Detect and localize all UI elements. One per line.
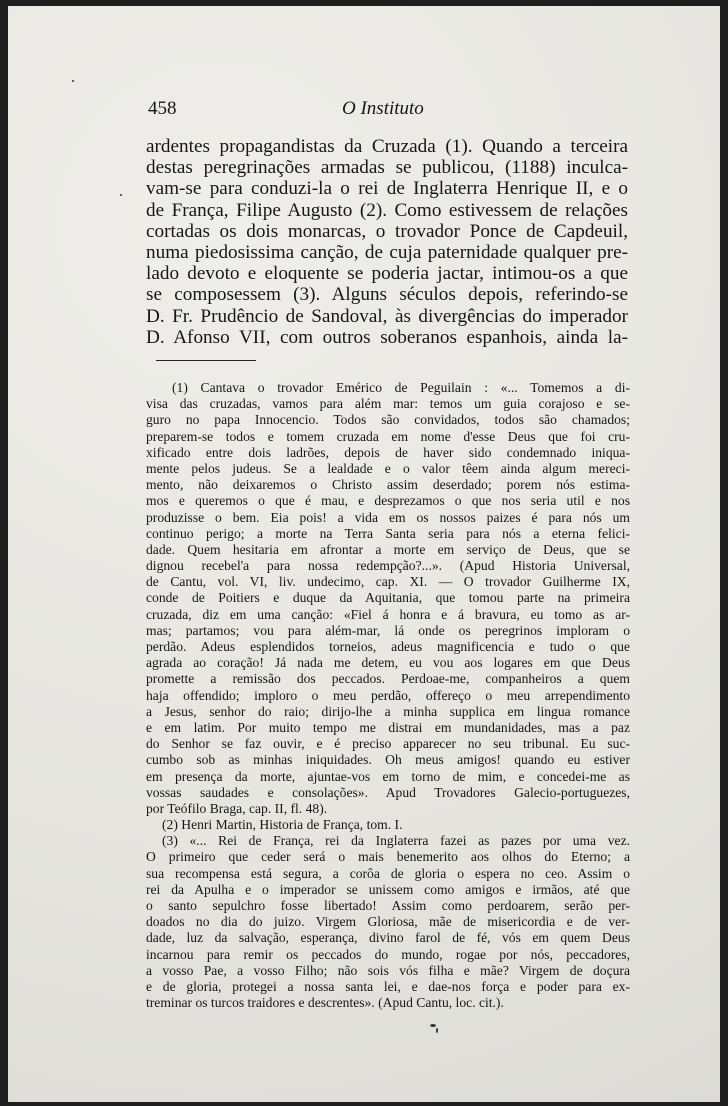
- footnote-line: dade, luz da salvação, esperança, divino farol de fé, vós em quem Deus: [146, 930, 630, 946]
- footnote-line: mos e queremos o que é mau, e desprezamos o que nos seria util e nos: [146, 493, 630, 509]
- footnote-line: haja offendido; imploro o meu perdão, offereço o meu arrependimento: [146, 687, 630, 703]
- footnote-line: por Teófilo Braga, cap. II, fl. 48).: [146, 800, 328, 816]
- body-line: numa piedosissima canção, de cuja paternidade qualquer pre-: [146, 241, 628, 263]
- book-page: [8, 6, 720, 1102]
- footnote-line: continuo perigo; a morte na Terra Santa seria para nós a eterna felici-: [146, 525, 630, 541]
- paper-speck: [72, 80, 74, 82]
- footnote-line: conde de Poitiers e duque da Aquitania, que tomou parte na primeira: [146, 590, 630, 606]
- footnote-line: mas; partamos; vou para além-mar, lá onde os peregrinos imploram o: [146, 622, 630, 638]
- body-line: se composessem (3). Alguns séculos depois, referindo-se: [146, 284, 628, 306]
- footnote-line: guro no papa Innocencio. Todos são convidados, todos são chamados;: [146, 412, 630, 428]
- main-paragraph: [146, 136, 628, 348]
- footnote-line: doados no dia do juizo. Virgem Gloriosa, mãe de misericordia e de ver-: [146, 914, 630, 930]
- footnote-line: visa das cruzadas, vamos para além mar: temos um guia corajoso e se-: [146, 396, 630, 412]
- footnote-line: vossas saudades e consolações». Apud Trovadores Galecio-portuguezes,: [146, 784, 630, 800]
- footnote-line: treminar os turcos traidores e descrentes». (Apud Cantu, loc. cit.).: [146, 995, 504, 1011]
- footnote-line: incarnou para remir os peccados do mundo, rogae por nós, peccadores,: [146, 946, 630, 962]
- footnote-line: (3) «... Rei de França, rei da Inglaterra fazei as pazes por uma vez.: [162, 833, 630, 849]
- footnote-line: agrada ao coração! Já nada me detem, eu vou aos logares em que Deus: [146, 655, 630, 671]
- body-line: lado devoto e eloquente se poderia jactar, intimou-os a que: [146, 263, 628, 285]
- body-line: cortadas os dois monarcas, o trovador Ponce de Capdeuil,: [146, 220, 628, 242]
- footnote-line: e de gloria, protegei a nossa santa lei, e dae-nos força e poder para ex-: [146, 978, 630, 994]
- body-line: destas peregrinações armadas se publicou, (1188) inculca-: [146, 157, 628, 179]
- paper-speck: [120, 194, 122, 196]
- footnote-line: e em latim. Por muito tempo me distrai em mundanidades, mas a paz: [146, 719, 630, 735]
- footnote-line: (2) Henri Martin, Historia de França, tom. I.: [162, 817, 403, 833]
- footnote-line: (1) Cantava o trovador Emérico de Peguilain : «... Tomemos a di-: [172, 380, 630, 395]
- page-header: [146, 98, 636, 122]
- footnote-line: dade. Quem hesitaria em afrontar a morte em serviço de Deus, que se: [146, 541, 630, 557]
- body-line: D. Afonso VII, com outros soberanos espanhois, ainda la-: [146, 326, 628, 348]
- footnote-line: rei da Apulha e o imperador se unissem como amigos e irmãos, até que: [146, 881, 630, 897]
- body-line: D. Fr. Prudêncio de Sandoval, às divergências do imperador: [146, 305, 628, 327]
- paper-speck: [436, 1028, 438, 1033]
- footnote-line: produzisse o bem. Eia pois! a vida em os nossos paizes é para nós um: [146, 509, 630, 525]
- footnote-separator: [156, 360, 256, 361]
- paper-speck: [430, 1024, 436, 1027]
- footnote-line: perdão. Adeus esplendidos torneios, adeus magnificencia e tudo o que: [146, 639, 630, 654]
- body-line: vam-se para conduzi-la o rei de Inglaterra Henrique II, e o: [146, 178, 628, 200]
- footnote-line: sua recompensa está segura, a corôa de gloria o espera no ceo. Assim o: [146, 865, 630, 881]
- footnote-line: cumbo sob as minhas iniquidades. Oh meus amigos! quando eu estiver: [146, 752, 630, 768]
- running-title: O Instituto: [342, 98, 424, 119]
- footnote-line: a Jesus, senhor do raio; dirijo-lhe a minha supplica em lingua romance: [146, 703, 630, 719]
- footnotes: [146, 380, 630, 1011]
- footnote-line: cruzada, diz em uma canção: «Fiel á honra e á bravura, eu tomo as ar-: [146, 606, 630, 622]
- footnote-line: xificado entre dois ladrões, depois de haver sido condemnado iniqua-: [146, 444, 630, 460]
- footnote-line: mente pelos judeus. Se a lealdade e o valor têem ainda algum mereci-: [146, 460, 630, 476]
- footnote-line: em presença da morte, ajuntae-vos em torno de mim, e concedei-me as: [146, 768, 630, 784]
- footnote-line: mento, não deixaremos o Christo assim deserdado; porem nós estima-: [146, 477, 630, 493]
- footnote-line: promette a remissão dos peccados. Perdoae-me, companheiros a quem: [146, 671, 630, 687]
- body-line: de França, Filipe Augusto (2). Como estivessem de relações: [146, 199, 628, 221]
- footnote-line: a vosso Pae, a vosso Filho; não sois vós filha e mãe? Virgem de doçura: [146, 962, 630, 978]
- footnote-line: o santo sepulchro fosse libertado! Assim como perdoarem, serão per-: [146, 898, 630, 913]
- footnote-line: preparem-se todos e tomem cruzada em nome d'esse Deus que foi cru-: [146, 428, 630, 444]
- footnote-line: de Cantu, vol. VI, liv. undecimo, cap. XI. — O trovador Guilherme IX,: [146, 574, 630, 590]
- footnote-line: dignou recebel'a para nossa redempção?...». (Apud Historia Universal,: [146, 558, 630, 574]
- page-number: 458: [148, 98, 177, 119]
- footnote-line: O primeiro que ceder será o mais benemerito aos olhos do Eterno; a: [146, 849, 630, 865]
- body-line: ardentes propagandistas da Cruzada (1). Quando a terceira: [146, 136, 628, 157]
- footnote-line: do Senhor se faz ouvir, e é preciso apparecer no seu tribunal. Eu suc-: [146, 736, 630, 752]
